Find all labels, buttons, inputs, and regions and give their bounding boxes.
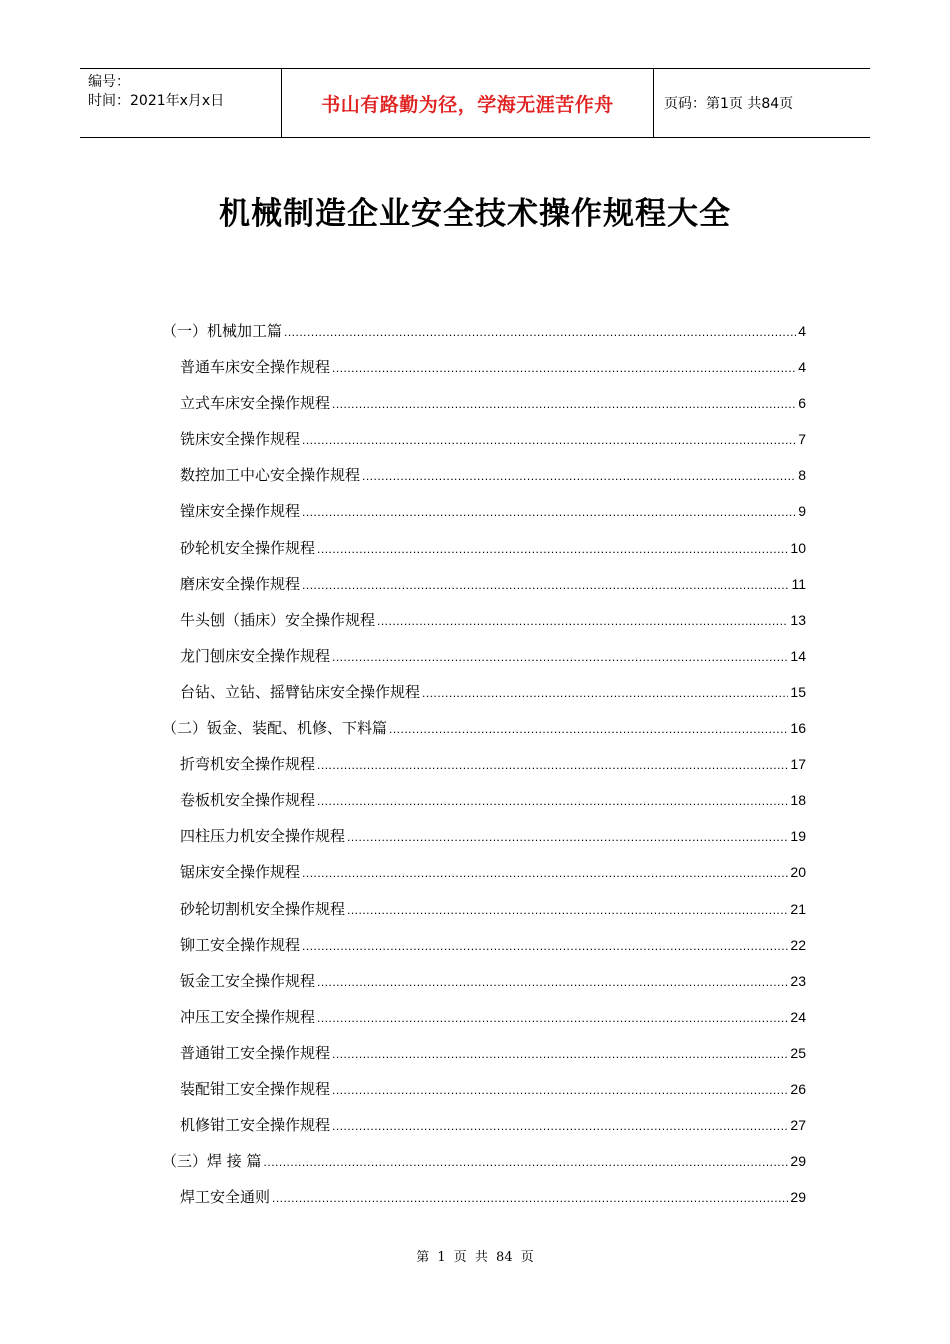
toc-entry-page: 22 xyxy=(790,936,806,953)
toc-entry[interactable] xyxy=(162,318,806,354)
toc-leader-dots xyxy=(302,933,788,959)
toc-leader-dots xyxy=(347,897,788,923)
header-meta xyxy=(80,69,282,137)
toc-entry-title: 台钻、立钻、摇臂钻床安全操作规程 xyxy=(180,682,421,701)
toc-leader-dots xyxy=(377,608,788,634)
toc-entry-page: 27 xyxy=(790,1117,806,1134)
toc-leader-dots xyxy=(317,788,788,814)
toc-entry[interactable] xyxy=(162,571,806,607)
page-header xyxy=(80,68,870,138)
toc-entry-page: 9 xyxy=(798,503,806,520)
toc-entry[interactable] xyxy=(162,859,806,895)
toc-entry-page: 24 xyxy=(790,1008,806,1025)
toc-entry-page: 19 xyxy=(790,828,806,845)
toc-entry[interactable] xyxy=(162,751,806,787)
toc-entry-page: 10 xyxy=(790,539,806,556)
toc-entry-page: 14 xyxy=(790,647,806,664)
toc-entry-page: 20 xyxy=(790,864,806,881)
toc-leader-dots xyxy=(332,644,788,670)
toc-entry-page: 4 xyxy=(798,323,806,339)
toc-entry-page: 26 xyxy=(790,1080,806,1097)
toc-entry-title: 立式车床安全操作规程 xyxy=(180,394,331,413)
toc-entry-page: 11 xyxy=(791,575,806,592)
toc-leader-dots xyxy=(332,355,796,381)
toc-leader-dots xyxy=(302,427,796,453)
toc-leader-dots xyxy=(317,1005,788,1031)
header-motto: 书山有路勤为径，学海无涯苦作舟 xyxy=(282,69,654,137)
toc-entry[interactable] xyxy=(162,1148,806,1184)
toc-entry-title: （二）钣金、装配、机修、下料篇 xyxy=(162,719,388,738)
toc-entry[interactable] xyxy=(162,787,806,823)
toc-entry[interactable] xyxy=(162,1040,806,1076)
header-page-info: 页码：第1页 共84页 xyxy=(664,96,794,112)
toc-entry[interactable] xyxy=(162,643,806,679)
toc-entry-title: 锯床安全操作规程 xyxy=(180,863,301,882)
toc-entry[interactable] xyxy=(162,390,806,426)
toc-leader-dots xyxy=(389,716,788,742)
toc-entry[interactable] xyxy=(162,1076,806,1112)
toc-entry[interactable] xyxy=(162,1184,806,1220)
toc-entry-title: 钣金工安全操作规程 xyxy=(180,971,316,990)
toc-entry[interactable] xyxy=(162,823,806,859)
toc-leader-dots xyxy=(347,824,788,850)
toc-leader-dots xyxy=(332,1113,788,1139)
toc-entry-title: 牛头刨（插床）安全操作规程 xyxy=(180,610,376,629)
toc-leader-dots xyxy=(302,860,788,886)
time-label: 时间：2021年x月x日 xyxy=(88,93,225,109)
toc-entry-title: 装配钳工安全操作规程 xyxy=(180,1079,331,1098)
toc-entry-title: 四柱压力机安全操作规程 xyxy=(180,827,346,846)
toc-entry-title: 铆工安全操作规程 xyxy=(180,935,301,954)
toc-leader-dots xyxy=(317,536,788,562)
toc-leader-dots xyxy=(362,463,796,489)
toc-entry-title: 数控加工中心安全操作规程 xyxy=(180,466,361,485)
toc-entry-title: 龙门刨床安全操作规程 xyxy=(180,646,331,665)
toc-leader-dots xyxy=(302,572,789,598)
toc-leader-dots xyxy=(302,499,796,525)
toc-entry[interactable] xyxy=(162,1112,806,1148)
toc-leader-dots xyxy=(284,319,796,345)
toc-entry-page: 21 xyxy=(790,900,806,917)
toc-entry-page: 25 xyxy=(790,1044,806,1061)
toc-entry-title: 磨床安全操作规程 xyxy=(180,574,301,593)
toc-entry-page: 29 xyxy=(790,1153,806,1170)
toc-entry-page: 16 xyxy=(790,720,806,737)
toc-entry-page: 18 xyxy=(790,792,806,809)
toc-entry-page: 17 xyxy=(790,756,806,773)
toc-entry[interactable] xyxy=(162,607,806,643)
document-title: 机械制造企业安全技术操作规程大全 xyxy=(219,196,731,232)
toc-entry-title: 冲压工安全操作规程 xyxy=(180,1007,316,1026)
toc-entry-page: 29 xyxy=(790,1189,806,1206)
toc-leader-dots xyxy=(264,1149,789,1175)
page-footer: 第 1 页 共 84 页 xyxy=(416,1250,534,1265)
toc-entry-title: 焊工安全通则 xyxy=(180,1188,271,1207)
toc-entry[interactable] xyxy=(162,426,806,462)
toc-entry[interactable] xyxy=(162,462,806,498)
toc-entry[interactable] xyxy=(162,679,806,715)
toc-entry-title: 铣床安全操作规程 xyxy=(180,430,301,449)
toc-entry-title: 机修钳工安全操作规程 xyxy=(180,1116,331,1135)
toc-entry[interactable] xyxy=(162,354,806,390)
toc-leader-dots xyxy=(317,969,788,995)
toc-entry[interactable] xyxy=(162,968,806,1004)
toc-leader-dots xyxy=(422,680,788,706)
toc-entry-page: 23 xyxy=(790,972,806,989)
toc-entry[interactable] xyxy=(162,715,806,751)
toc-entry-title: 折弯机安全操作规程 xyxy=(180,755,316,774)
toc-entry-page: 8 xyxy=(798,467,806,484)
toc-entry-title: （三）焊 接 篇 xyxy=(162,1152,262,1171)
toc-entry-page: 6 xyxy=(798,395,806,412)
toc-entry[interactable] xyxy=(162,1004,806,1040)
toc-leader-dots xyxy=(317,752,788,778)
toc-entry-title: 普通钳工安全操作规程 xyxy=(180,1043,331,1062)
toc-leader-dots xyxy=(332,391,796,417)
toc-entry-title: 镗床安全操作规程 xyxy=(180,502,301,521)
number-label: 编号： xyxy=(88,74,130,90)
toc-entry[interactable] xyxy=(162,932,806,968)
toc-entry-title: 卷板机安全操作规程 xyxy=(180,791,316,810)
toc-entry-title: （一）机械加工篇 xyxy=(162,322,283,340)
toc-entry[interactable] xyxy=(162,535,806,571)
toc-leader-dots xyxy=(332,1077,788,1103)
toc-leader-dots xyxy=(332,1041,788,1067)
toc-entry-page: 13 xyxy=(790,611,806,628)
table-of-contents xyxy=(162,318,806,1220)
toc-entry[interactable] xyxy=(162,498,806,534)
toc-entry-title: 砂轮机安全操作规程 xyxy=(180,538,316,557)
toc-leader-dots xyxy=(272,1185,788,1211)
toc-entry-title: 砂轮切割机安全操作规程 xyxy=(180,899,346,918)
toc-entry-page: 15 xyxy=(790,683,806,700)
toc-entry-page: 4 xyxy=(798,359,806,376)
toc-entry[interactable] xyxy=(162,896,806,932)
toc-entry-page: 7 xyxy=(798,431,806,448)
toc-entry-title: 普通车床安全操作规程 xyxy=(180,358,331,377)
